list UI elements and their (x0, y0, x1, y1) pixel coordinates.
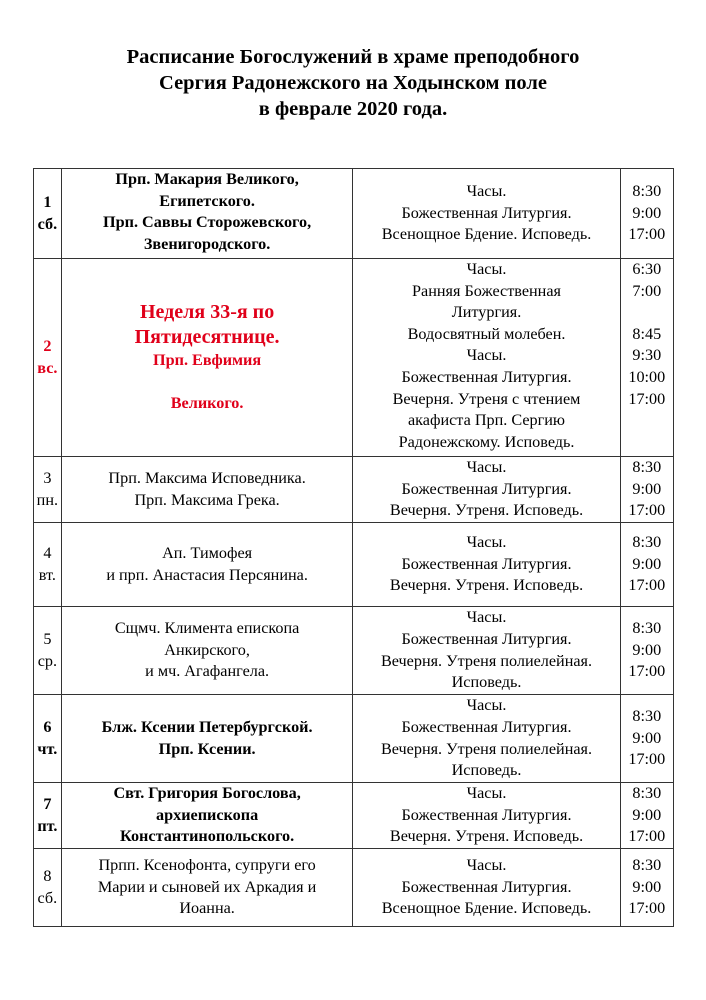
times-cell-line: 9:00 (632, 728, 662, 747)
schedule-row (34, 849, 674, 927)
saints-cell-line: Ап. Тимофея (162, 543, 253, 562)
saints-cell-line: Прп. Евфимия (153, 351, 262, 370)
schedule-row (34, 259, 674, 457)
services-cell-line: Божественная Литургия. (401, 554, 572, 573)
services-cell-line: Часы. (466, 696, 507, 715)
saints-cell-line: Анкирского, (164, 640, 250, 659)
saints-cell-line: Звенигородского. (143, 234, 271, 253)
date-weekday: ср. (37, 651, 58, 670)
times-cell-line: 8:30 (632, 707, 662, 726)
date-cell (34, 783, 62, 849)
times-cell (620, 783, 673, 849)
times-cell-line: 9:00 (632, 640, 662, 659)
services-cell-line: Божественная Литургия. (401, 877, 572, 896)
schedule-row (34, 695, 674, 783)
saints-cell-line: Свт. Григория Богослова, (113, 784, 301, 803)
services-cell-line: Часы. (466, 533, 507, 552)
services-cell-line: Божественная Литургия. (401, 367, 572, 386)
services-cell (353, 169, 620, 259)
date-cell (34, 169, 62, 259)
date-day: 8 (43, 866, 52, 885)
times-cell-line: 17:00 (628, 225, 666, 244)
date-day: 2 (43, 336, 52, 355)
saints-cell-line: Прп. Максима Исповедника. (108, 468, 306, 487)
title-line: Расписание Богослужений в храме преподобного (126, 46, 580, 68)
saints-cell-line: Прпп. Ксенофонта, супруги его (98, 856, 316, 875)
services-cell-line: Всенощное Бдение. Исповедь. (381, 225, 592, 244)
saints-cell (61, 783, 353, 849)
page-title (0, 44, 706, 122)
times-cell (620, 695, 673, 783)
saints-cell-line: Великого. (170, 394, 244, 413)
title-line: в феврале 2020 года. (258, 98, 448, 120)
times-cell-line: 8:45 (632, 324, 662, 343)
times-cell-line: 9:00 (632, 554, 662, 573)
services-cell (353, 607, 620, 695)
date-day: 3 (43, 468, 52, 487)
services-cell-line: Вечерня. Утреня. Исповедь. (389, 576, 584, 595)
saints-cell-line: Иоанна. (179, 899, 235, 918)
date-weekday: чт. (37, 739, 58, 758)
date-day: 6 (43, 717, 52, 736)
date-day: 4 (43, 543, 52, 562)
times-cell-line: 8:30 (632, 182, 662, 201)
services-cell-line: Божественная Литургия. (401, 717, 572, 736)
times-cell-line: 17:00 (628, 576, 666, 595)
saints-cell-line: Прп. Ксении. (158, 739, 256, 758)
services-cell-line: Исповедь. (451, 673, 522, 692)
saints-cell (61, 849, 353, 927)
services-cell (353, 523, 620, 607)
services-cell-line: Вечерня. Утреня полиелейная. (380, 739, 593, 758)
schedule-row (34, 457, 674, 523)
date-cell (34, 695, 62, 783)
date-day: 5 (43, 629, 52, 648)
times-cell-line: 9:30 (632, 346, 662, 365)
services-cell (353, 783, 620, 849)
times-cell (620, 457, 673, 523)
times-cell-line: 9:00 (632, 479, 662, 498)
services-cell (353, 849, 620, 927)
date-cell (34, 523, 62, 607)
date-weekday: сб. (37, 888, 58, 907)
saints-cell-line: архиепископа (156, 805, 259, 824)
saints-cell-line: Блж. Ксении Петербургской. (101, 717, 313, 736)
times-cell-line: 9:00 (632, 877, 662, 896)
date-cell (34, 607, 62, 695)
date-day: 1 (43, 192, 52, 211)
times-cell-line: 8:30 (632, 856, 662, 875)
schedule-row (34, 783, 674, 849)
times-cell (620, 849, 673, 927)
times-cell-line: 17:00 (628, 827, 666, 846)
services-cell-line: Часы. (466, 856, 507, 875)
saints-cell-line: Неделя 33-я по (139, 301, 275, 324)
saints-cell (61, 695, 353, 783)
date-weekday: сб. (37, 214, 58, 233)
times-cell-line: 8:30 (632, 619, 662, 638)
date-day: 7 (43, 794, 52, 813)
saints-cell-line: и прп. Анастасия Персянина. (106, 565, 308, 584)
services-cell-line: Часы. (466, 260, 507, 278)
services-cell-line: акафиста Прп. Сергию (407, 411, 566, 430)
services-cell-line: Часы. (466, 182, 507, 201)
services-cell-line: Вечерня. Утреня. Исповедь. (389, 827, 584, 846)
date-weekday: вт. (38, 565, 56, 584)
services-cell-line: Вечерня. Утреня полиелейная. (380, 651, 593, 670)
date-cell (34, 457, 62, 523)
saints-cell-line: Марии и сыновей их Аркадия и (97, 877, 317, 896)
times-cell-line: 17:00 (628, 662, 666, 681)
times-cell-line: 6:30 (632, 260, 662, 278)
title-line: Сергия Радонежского на Ходынском поле (159, 72, 547, 94)
times-cell-line: 9:00 (632, 805, 662, 824)
services-cell-line: Часы. (466, 458, 507, 477)
saints-cell-line: Прп. Макария Великого, (115, 170, 299, 188)
saints-cell-line: Прп. Саввы Сторожевского, (103, 213, 312, 232)
times-cell-line: 17:00 (628, 389, 666, 408)
saints-cell-line: и мч. Агафангела. (145, 662, 270, 681)
services-cell-line: Божественная Литургия. (401, 629, 572, 648)
saints-cell-line: Прп. Максима Грека. (134, 490, 280, 509)
times-cell (620, 259, 673, 457)
saints-cell (61, 259, 353, 457)
schedule-row (34, 607, 674, 695)
times-cell-line: 17:00 (628, 501, 666, 520)
saints-cell-line: Сщмч. Климента епископа (114, 619, 300, 638)
services-cell-line: Божественная Литургия. (401, 805, 572, 824)
times-cell-line: 7:00 (632, 281, 662, 300)
times-cell-line: 9:00 (632, 203, 662, 222)
saints-cell-line (64, 372, 351, 394)
saints-cell-line: Египетского. (159, 191, 255, 210)
services-cell-line: Часы. (466, 608, 507, 627)
times-cell-line: 17:00 (628, 750, 666, 769)
services-cell-line: Литургия. (451, 303, 522, 322)
services-cell (353, 457, 620, 523)
saints-cell (61, 523, 353, 607)
schedule-row (34, 523, 674, 607)
saints-cell (61, 169, 353, 259)
services-cell (353, 695, 620, 783)
services-cell-line: Исповедь. (451, 761, 522, 780)
date-cell (34, 259, 62, 457)
services-cell-line: Вечерня. Утреня. Исповедь. (389, 501, 584, 520)
schedule-table (33, 168, 674, 927)
services-cell-line: Божественная Литургия. (401, 203, 572, 222)
times-cell (620, 169, 673, 259)
times-cell-line: 8:30 (632, 533, 662, 552)
services-cell-line: Часы. (466, 784, 507, 803)
services-cell-line: Радонежскому. Исповедь. (398, 432, 575, 451)
date-weekday: пт. (37, 816, 58, 835)
saints-cell-line: Пятидесятнице. (134, 326, 280, 349)
times-cell-line: 8:30 (632, 784, 662, 803)
date-cell (34, 849, 62, 927)
services-cell-line: Водосвятный молебен. (407, 324, 566, 343)
times-cell-line: 8:30 (632, 458, 662, 477)
saints-cell-line: Константинопольского. (120, 827, 295, 846)
times-cell (620, 523, 673, 607)
times-cell-line: 10:00 (628, 367, 666, 386)
services-cell-line: Ранняя Божественная (412, 281, 561, 300)
services-cell-line: Вечерня. Утреня с чтением (392, 389, 581, 408)
times-cell (620, 607, 673, 695)
date-weekday: пн. (36, 490, 59, 509)
saints-cell (61, 607, 353, 695)
services-cell-line: Божественная Литургия. (401, 479, 572, 498)
times-cell-line (623, 302, 671, 324)
saints-cell (61, 457, 353, 523)
services-cell-line: Всенощное Бдение. Исповедь. (381, 899, 592, 918)
services-cell (353, 259, 620, 457)
times-cell-line: 17:00 (628, 899, 666, 918)
date-weekday: вс. (37, 358, 58, 377)
services-cell-line: Часы. (466, 346, 507, 365)
schedule-row (34, 169, 674, 259)
